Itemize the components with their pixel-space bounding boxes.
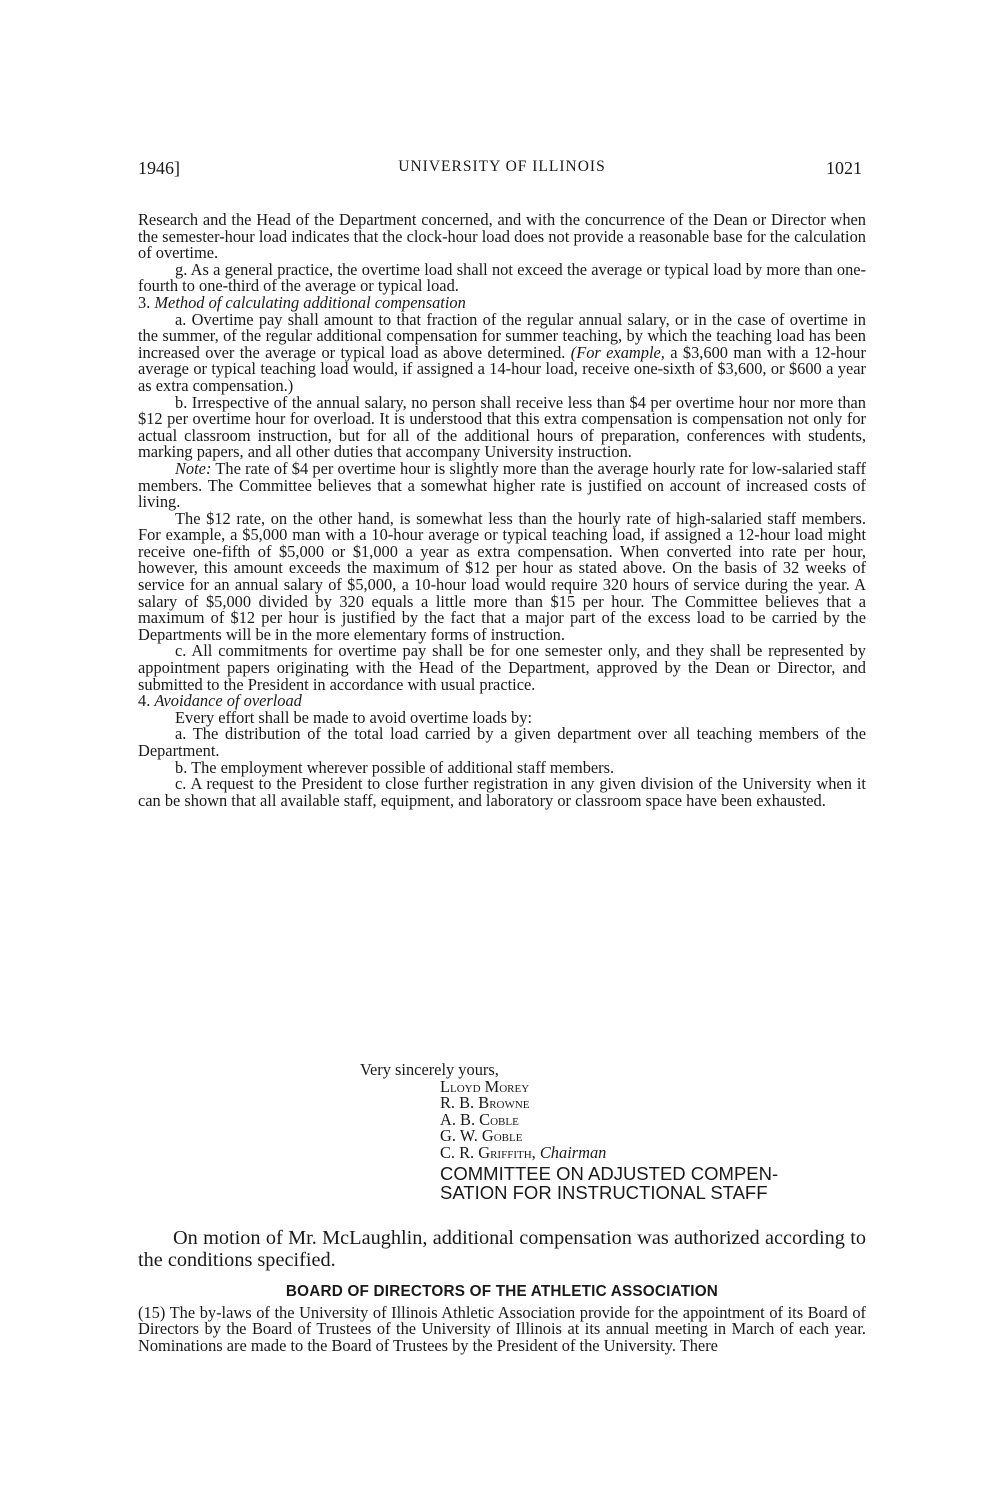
paragraph-15: (15) The by-laws of the University of Illinois Athletic Association provide for the appointment of its Board of Directors by the Board of Trustees of the University of Illinois at its annual meeting in March of each year. Nominations are made to the Board of Trustees by the President of the University. There <box>138 1303 866 1355</box>
motion-text: On motion of Mr. McLaughlin, additional compensation was authorized according to the conditions specified. <box>138 1227 866 1271</box>
running-header <box>138 158 866 184</box>
note-label: Note: <box>175 458 212 478</box>
heading-3-number: 3. <box>138 292 151 312</box>
header-year: 1946] <box>138 158 180 178</box>
paragraph-rate-12: The $12 rate, on the other hand, is somewhat less than the hourly rate of high-salaried staff members. For example, a $5,000 man with a 10-hour average or typical teaching load, if assigned a 12-hour load might receive one-fifth of $5,000 or $1,000 a year as extra compensation. When converted into rate per hour, however, this amount exceeds the maximum of $12 per hour as stated above. On the basis of 32 weeks of service for an annual salary of $5,000, a 10-hour load would require 320 hours of service during the year. A salary of $5,000 divided by 320 equals a little more than $15 per hour. The Committee believes that a maximum of $12 per hour is justified by the fact that a major part of the excess load to be carried by the Departments will be in the more elementary forms of instruction. <box>138 508 866 644</box>
heading-4-number: 4. <box>138 691 151 711</box>
paragraph-avoid-c: c. A request to the President to close further registration in any given division of the University when it can be shown that all available staff, equipment, and laboratory or classroom space have been exhausted. <box>138 774 866 810</box>
signatory-list <box>440 1076 866 1162</box>
paragraph-item-c: c. All commitments for overtime pay shall be for one semester only, and they shall be represented by appointment papers originating with the Head of the Department, approved by the Dean or Director, and submitted to the President in accordance with usual practice. <box>138 641 866 694</box>
header-title: UNIVERSITY OF ILLINOIS <box>398 158 606 175</box>
signatory-name: C. R. Griffith, <box>440 1142 536 1162</box>
athletic-association-text <box>138 1305 866 1354</box>
example-continuation: with a 12-hour average or typical teaching load would, if assigned a 14-hour load, receive one-sixth of $3,600, or $600 a year as extra compensation.) <box>138 342 866 395</box>
heading-4-text: Avoidance of overload <box>154 691 302 711</box>
motion-paragraph <box>138 1227 866 1271</box>
paragraph-continuation: Research and the Head of the Department concerned, and with the concurrence of the Dean or Director when the semester-hour load indicates that the clock-hour load does not provide a reasonable base for the calculation of overtime. <box>138 210 866 263</box>
item-a-text: a. Overtime pay shall amount to that fraction of the regular annual salary, or in the case of overtime in the summer, of the regular additional compensation for summer teaching, by which the teaching load has been increased over the average or typical load as above determined. <box>138 309 866 362</box>
example-lead: (For example, <box>570 342 665 362</box>
committee-line-2: SATION FOR INSTRUCTIONAL STAFF <box>440 1181 768 1203</box>
closing-line: Very sincerely yours, <box>360 1060 499 1079</box>
heading-3-text: Method of calculating additional compensation <box>154 292 466 312</box>
paragraph-item-a <box>138 309 866 395</box>
signatory-name: R. B. Browne <box>440 1093 530 1113</box>
signature-block <box>138 1062 866 1202</box>
page-number: 1021 <box>826 158 862 178</box>
signatory-chair <box>440 1142 866 1162</box>
example-rest: a $3,600 man <box>664 342 762 362</box>
paragraph-item-g: g. As a general practice, the overtime load shall not exceed the average or typical load by more than one-fourth to one-third of the average or typical load. <box>138 259 866 296</box>
signatory-name: Lloyd Morey <box>440 1076 530 1096</box>
paragraph-avoid-b: b. The employment wherever possible of additional staff members. <box>175 757 615 777</box>
athletic-association-heading: BOARD OF DIRECTORS OF THE ATHLETIC ASSOCIATION <box>285 1283 719 1300</box>
paragraph-note <box>138 458 866 512</box>
chairman-label: Chairman <box>539 1142 607 1162</box>
committee-line-1: COMMITTEE ON ADJUSTED COMPEN- <box>440 1162 779 1184</box>
signatory-name: G. W. Goble <box>440 1126 523 1146</box>
paragraph-item-b: b. Irrespective of the annual salary, no person shall receive less than $4 per overtime hour nor more than $12 per overtime hour for overload. It is understood that this extra compensation is compensation not only for actual classroom instruction, but for all of the additional hours of preparation, conferences with students, marking papers, and all other duties that accompany University instruction. <box>138 392 866 462</box>
main-text <box>138 212 866 809</box>
signatory-name: A. B. Coble <box>440 1109 519 1129</box>
paragraph-avoid-intro: Every effort shall be made to avoid overtime loads by: <box>175 707 533 727</box>
note-text: The rate of $4 per overtime hour is slightly more than the average hourly rate for low-salaried staff members. The Committee believes that a somewhat higher rate is justified on account of increased costs of living. <box>138 458 866 512</box>
paragraph-avoid-a: a. The distribution of the total load carried by a given department over all teaching members of the Department. <box>138 724 866 760</box>
committee-name <box>440 1164 866 1202</box>
